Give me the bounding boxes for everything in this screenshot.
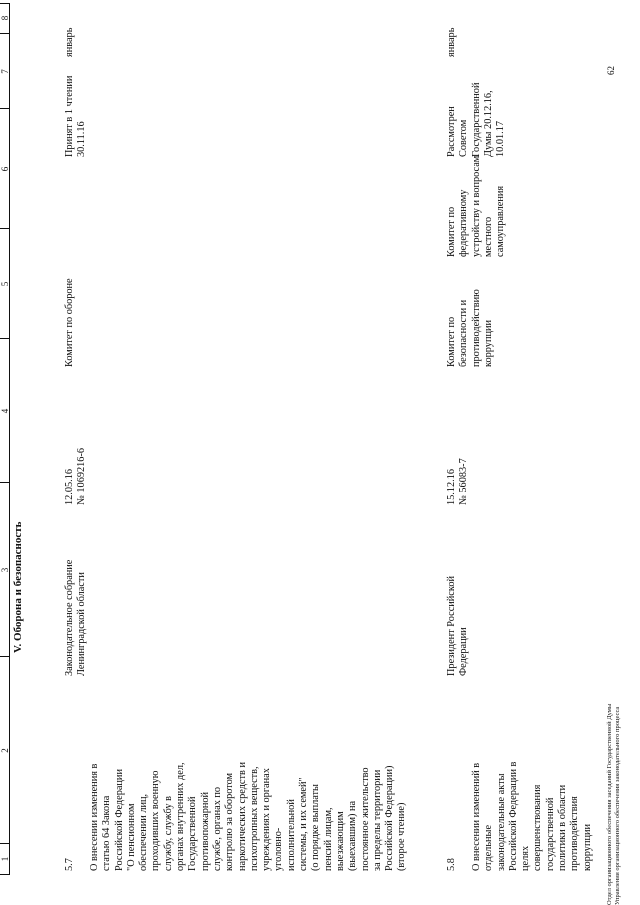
bill-title: О внесении изменения в статью 64 Закона Российской Федерации "О пенсионном обеспечении лиц, проходивших военную службу, службу в органах внутренних дел, Государственной противопожарной службе, органах по контролю за оборотом наркотических средств и психотропных веществ, учреждениях и органах уголовно- исполнительной системы, и их семей" (о порядке выплаты пенсий лицам, выезжающим (выехавшим) на постоянное жительство за пределы территории Российской Федерации) (второе чтение)	[89, 762, 408, 871]
section-title: V. Оборона и безопасность	[12, 521, 24, 653]
column-header-3: 3	[0, 567, 10, 573]
page-number: 62	[606, 66, 616, 75]
responsible-committee: Комитет по безопасности и противодействию коррупции	[446, 289, 494, 367]
column-header-6: 6	[0, 166, 10, 172]
column-header-8: 8	[0, 15, 10, 21]
initiator: Законодательное собрание Ленинградской области	[64, 559, 88, 676]
column-header-2: 2	[0, 748, 10, 753]
footer-department	[606, 704, 622, 905]
planned-month: январь	[446, 27, 457, 57]
bill-status: Принят в 1 чтении 30.11.16	[64, 75, 88, 157]
registration-date-number: 12.05.16 № 1069216-6	[64, 447, 88, 505]
registration-date-number: 15.12.16 № 56083-7	[446, 458, 470, 505]
responsible-committee: Комитет по обороне	[64, 278, 75, 367]
footer-line-2: Управления организационного обеспечения законодательного процесса	[614, 706, 621, 905]
footer-line-1: Отдел организационного обеспечения заседаний Государственной Думы	[606, 703, 613, 905]
co-committee: Комитет по федеративному устройству и вопросам местного самоуправления	[446, 155, 507, 257]
planned-month: январь	[64, 27, 75, 57]
column-header-1: 1	[0, 856, 10, 862]
row-number: 5.8	[446, 858, 457, 871]
column-header-4: 4	[0, 408, 10, 414]
column-header-5: 5	[0, 281, 10, 287]
column-header-7: 7	[0, 69, 10, 74]
row-number: 5.7	[64, 858, 75, 871]
bill-title: О внесении изменений в отдельные законодательные акты Российской Федерации в целях совершенствования государственной политики в области противодействия коррупции	[471, 761, 593, 871]
initiator: Президент Российской Федерации	[446, 576, 470, 676]
column-header-band	[0, 3, 10, 875]
bill-status: Рассмотрен Советом Государственной Думы 20.12.16, 10.01.17	[446, 82, 507, 157]
